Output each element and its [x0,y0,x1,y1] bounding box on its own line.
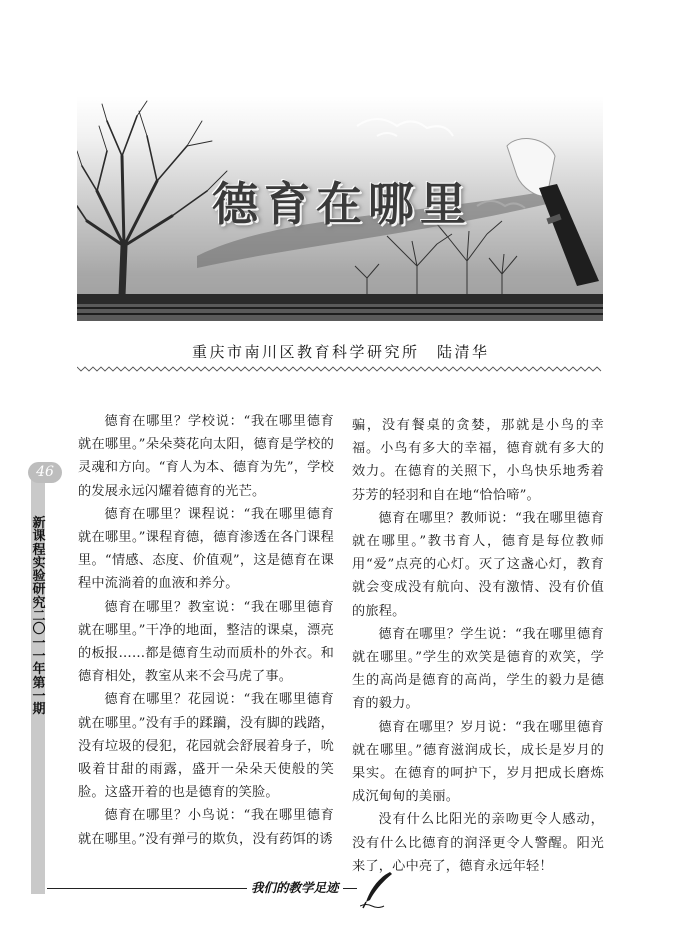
left-column [78,410,334,851]
right-column [352,414,604,878]
paragraph: 德育在哪里？小鸟说：“我在哪里德育就在哪里。”没有弹弓的欺负，没有药饵的诱 [78,808,334,847]
paragraph-continuation: 骗，没有餐桌的贪婪，那就是小鸟的幸福。小鸟有多大的幸福，德育就有多大的效力。在德育的关照下，小鸟快乐地秀着芬芳的轻羽和自在地“恰恰啼”。 [352,418,604,503]
quill-pen-icon [360,870,396,910]
paragraph: 德育在哪里？课程说：“我在哪里德育就在哪里。”课程育德，德育渗透在各门课程里。“情感、态度、价值观”，这是德育在课程中流淌着的血液和养分。 [78,506,334,592]
paragraph: 德育在哪里？教师说：“我在哪里德育就在哪里。”教书育人，德育是每位教师用“爱”点亮的心灯。灭了这盏心灯，教育就会变成没有航向、没有激情、没有价值的旅程。 [352,510,604,619]
header-banner [77,96,603,321]
journal-name-vertical: 新课程实验研究 二〇一一年第一期 [32,516,59,718]
paragraph: 德育在哪里？花园说：“我在哪里德育就在哪里。”没有手的蹂躏，没有脚的践踏，没有垃圾的侵犯，花园就会舒展着身子，吮吸着甘甜的雨露，盛开一朵朵天使般的笑脸。这盛开着的也是德育的笑脸。 [78,692,334,801]
paragraph: 德育在哪里？教室说：“我在哪里德育就在哪里。”干净的地面，整洁的课桌，漂亮的板报……都是德育生动而质朴的外衣。和德育相处，教室从来不会马虎了事。 [78,599,334,685]
calligraphy-brush-icon [507,139,599,286]
footer-section-name: 我们的教学足迹 [247,878,343,896]
page-title: 德育在哪里 [212,177,472,231]
paragraph: 德育在哪里？学校说：“我在哪里德育就在哪里。”朵朵葵花向太阳，德育是学校的灵魂和方向。“育人为本、德育为先”，学校的发展永远闪耀着德育的光芒。 [78,414,334,499]
bare-tree [77,101,227,296]
zigzag-divider [77,365,603,373]
author-affiliation: 重庆市南川区教育科学研究所 陆清华 [192,343,490,361]
paragraph: 德育在哪里？学生说：“我在哪里德育就在哪里。”学生的欢笑是德育的欢笑，学生的高尚是德育的高尚，学生的毅力是德育的毅力。 [352,626,604,712]
page-number: 46 [28,462,62,483]
paragraph: 没有什么比阳光的亲吻更令人感动，没有什么比德育的润泽更令人警醒。阳光来了，心中亮了，德育永远年轻！ [352,812,604,874]
paragraph: 德育在哪里？岁月说：“我在哪里德育就在哪里。”德育滋润成长，成长是岁月的果实。在德育的呵护下，岁月把成长磨炼成沉甸甸的美丽。 [352,719,604,805]
